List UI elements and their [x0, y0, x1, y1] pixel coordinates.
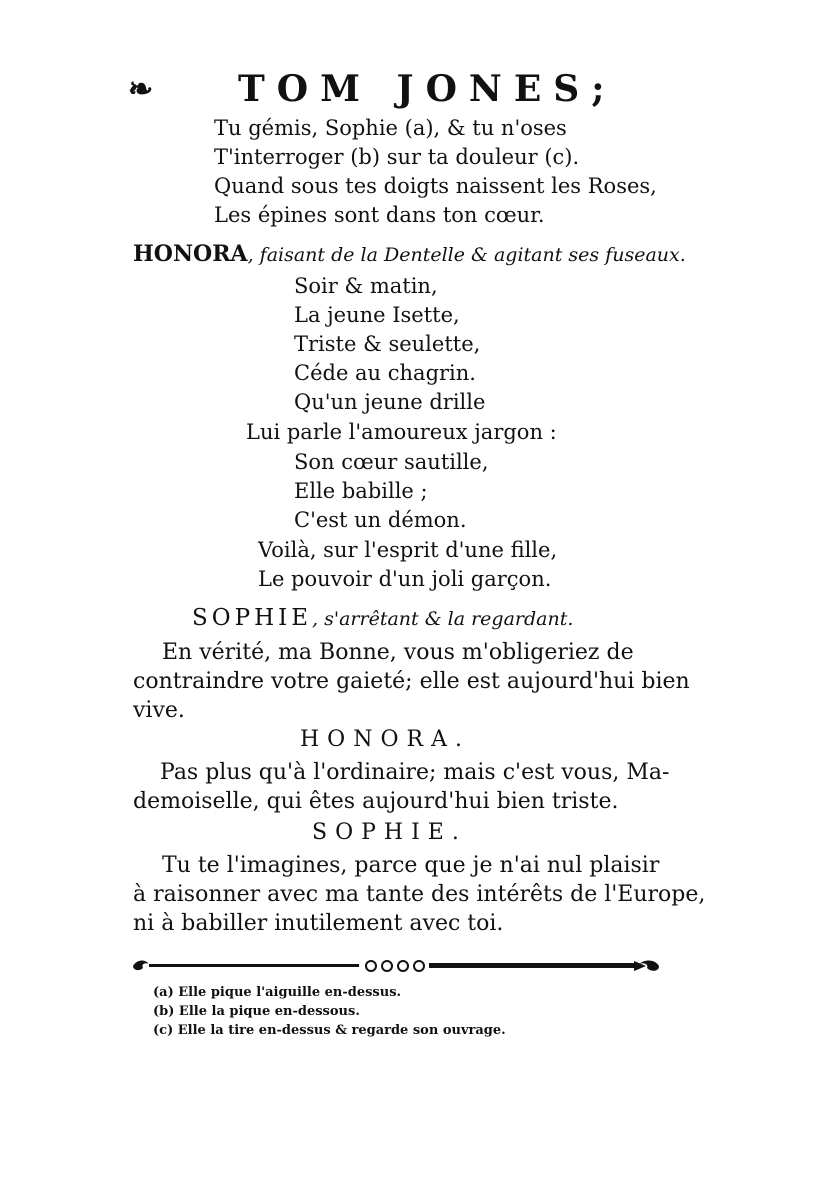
footnote: (b) Elle la pique en-dessous.	[153, 1004, 360, 1019]
speaker-heading-honora: HONORA.	[300, 727, 470, 752]
song-line: La jeune Isette,	[294, 303, 460, 327]
footnote: (a) Elle pique l'aiguille en-dessus.	[153, 985, 402, 1000]
verse-line: Les épines sont dans ton cœur.	[214, 203, 545, 227]
speaker-line-honora	[133, 241, 686, 267]
speaker-heading-sophie: SOPHIE.	[312, 820, 467, 845]
prose-line: En vérité, ma Bonne, vous m'obligeriez de	[162, 640, 634, 665]
page-ornament: ❧	[128, 72, 154, 107]
song-line: Céde au chagrin.	[294, 361, 476, 385]
stage-direction: , s'arrêtant & la regardant.	[312, 608, 574, 630]
speaker-line-sophie	[192, 605, 573, 631]
song-line: Voilà, sur l'esprit d'une fille,	[258, 538, 558, 562]
stage-direction: , faisant de la Dentelle & agitant ses fuseaux.	[247, 244, 686, 266]
song-line: C'est un démon.	[294, 508, 467, 532]
prose-line: Tu te l'imagines, parce que je n'ai nul plaisir	[162, 853, 660, 878]
song-line: Qu'un jeune drille	[294, 390, 486, 414]
verse-line: Tu gémis, Sophie (a), & tu n'oses	[214, 116, 567, 140]
song-line: Elle babille ;	[294, 479, 428, 503]
footnote: (c) Elle la tire en-dessus & regarde son ouvrage.	[153, 1023, 506, 1038]
prose-line: contraindre votre gaieté; elle est aujourd'hui bien	[133, 669, 690, 694]
running-title: TOM JONES;	[238, 68, 617, 110]
prose-line: vive.	[133, 698, 185, 723]
speaker-name: SOPHIE	[192, 605, 313, 631]
verse-line: T'interroger (b) sur ta douleur (c).	[214, 145, 580, 169]
prose-line: demoiselle, qui êtes aujourd'hui bien triste.	[133, 789, 619, 814]
song-line: Triste & seulette,	[294, 332, 481, 356]
song-line: Soir & matin,	[294, 274, 438, 298]
ornamental-rule	[131, 958, 661, 974]
speaker-name: HONORA	[133, 241, 248, 267]
prose-line: ni à babiller inutilement avec toi.	[133, 911, 504, 936]
prose-line: à raisonner avec ma tante des intérêts de l'Europe,	[133, 882, 706, 907]
song-line: Son cœur sautille,	[294, 450, 489, 474]
prose-line: Pas plus qu'à l'ordinaire; mais c'est vous, Ma-	[160, 760, 670, 785]
song-line: Le pouvoir d'un joli garçon.	[258, 567, 552, 591]
verse-line: Quand sous tes doigts naissent les Roses,	[214, 174, 657, 198]
song-line: Lui parle l'amoureux jargon :	[246, 420, 557, 444]
